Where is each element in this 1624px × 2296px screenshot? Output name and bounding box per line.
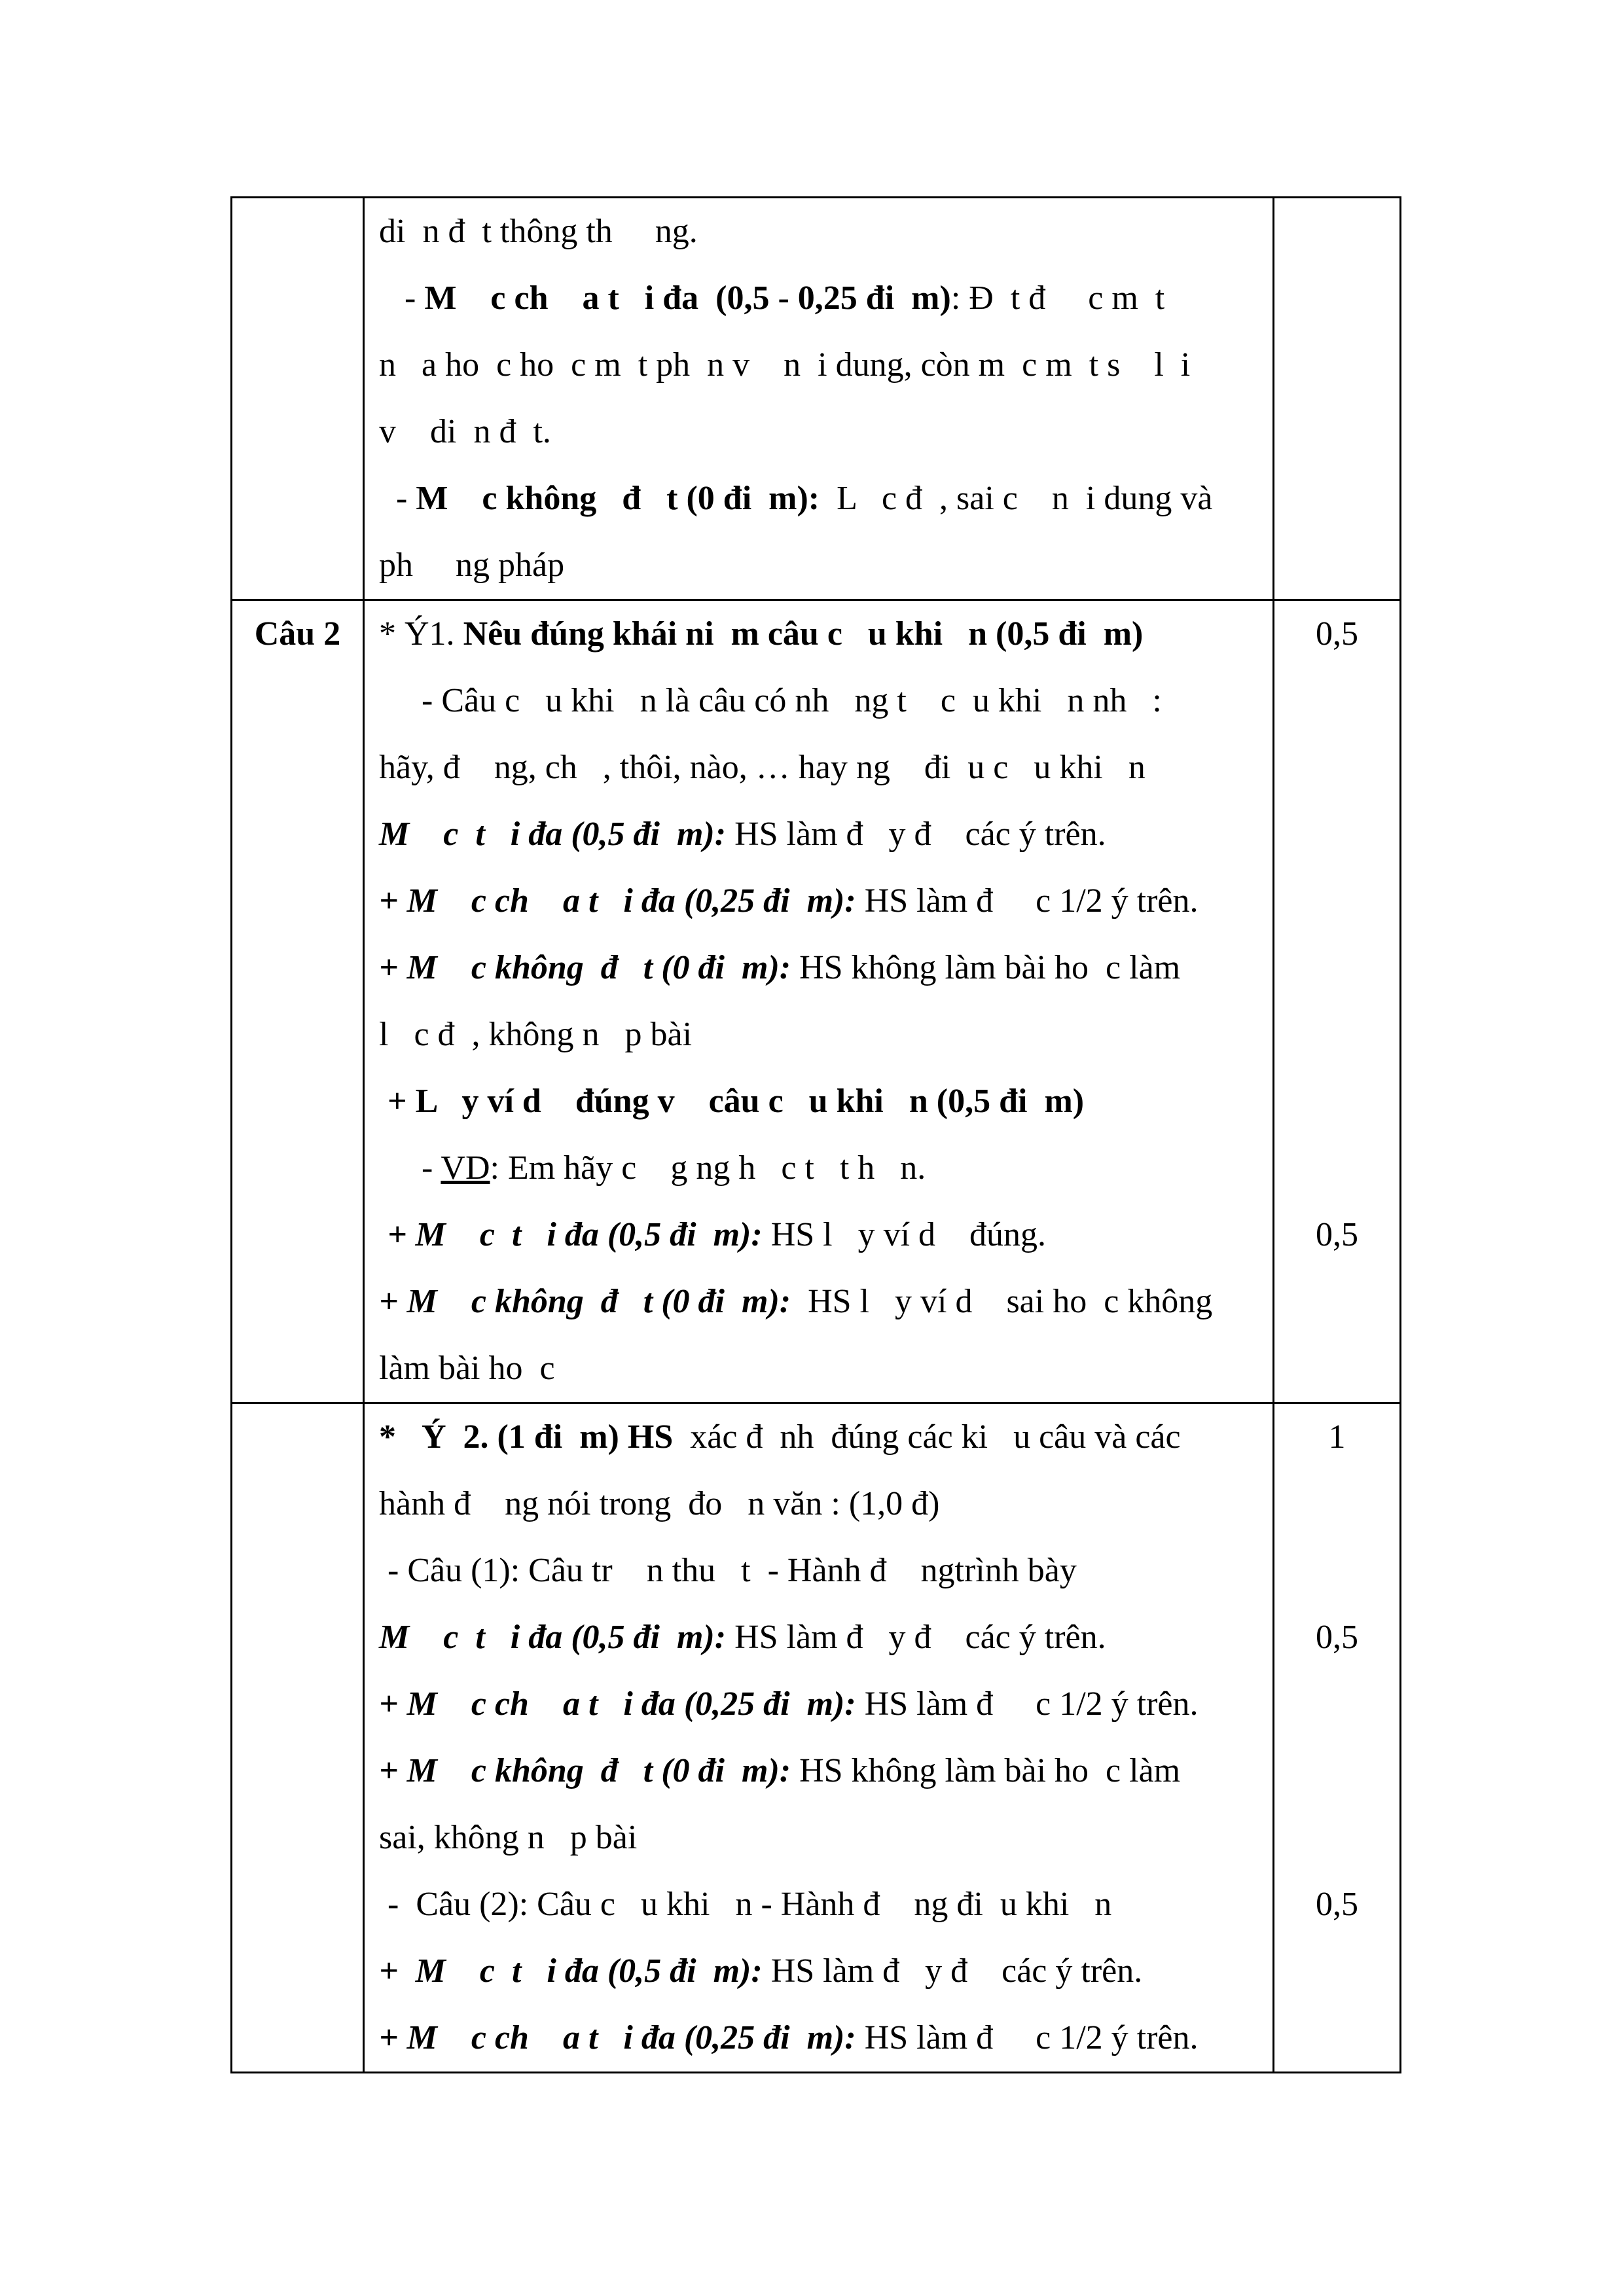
- question-label: [232, 198, 363, 265]
- answer-line: [379, 332, 1258, 399]
- text-segment: v di n đ t.: [379, 413, 551, 450]
- question-label-cell: [232, 600, 364, 1403]
- answer-line: [379, 198, 1258, 265]
- score-value: 0,5: [1316, 1886, 1358, 1923]
- score-spacer: [1274, 532, 1399, 599]
- criterion-label-wrap: [379, 1952, 763, 1990]
- text-segment: -: [379, 480, 416, 517]
- text-segment: ph ng pháp: [379, 547, 565, 584]
- score-value: 0,5: [1316, 1619, 1358, 1656]
- text-segment: HS l y ví d sai ho c không: [791, 1283, 1213, 1320]
- criterion-label: + M c t i đa (0,5 đi m):: [379, 1216, 763, 1253]
- text-segment: di n đ t thông th ng.: [379, 213, 698, 250]
- answer-content-cell: [364, 1403, 1274, 2073]
- score-spacer: [1274, 668, 1399, 734]
- criterion-label-wrap: [379, 1752, 791, 1789]
- criterion-label-wrap: [379, 1283, 791, 1320]
- text-segment: xác đ nh đúng các ki u câu và các: [673, 1418, 1181, 1456]
- answer-line: [379, 1335, 1258, 1402]
- bold-text: M c không đ t (0 đi m):: [416, 480, 820, 517]
- criterion-label: + M c không đ t (0 đi m):: [379, 1752, 791, 1789]
- score-spacer: [1274, 465, 1399, 532]
- text-segment: làm bài ho c: [379, 1350, 555, 1387]
- answer-line: [379, 1135, 1258, 1202]
- score-cell: [1274, 600, 1401, 1403]
- answer-content-cell: [364, 198, 1274, 600]
- answer-line: [379, 1804, 1258, 1871]
- text-segment: - Câu (2): Câu c u khi n - Hành đ ng đi u khi n: [379, 1886, 1112, 1923]
- answer-line: [379, 1202, 1258, 1268]
- text-segment: HS làm đ y đ các ý trên.: [726, 1619, 1106, 1656]
- answer-line: [379, 532, 1258, 599]
- criterion-label: M c t i đa (0,5 đi m):: [379, 816, 727, 853]
- answer-line: [379, 1268, 1258, 1335]
- question-label-cell: [232, 1403, 364, 2073]
- score-spacer: [1274, 2005, 1399, 2072]
- score-spacer: [1274, 1001, 1399, 1068]
- text-segment: l c đ , không n p bài: [379, 1016, 693, 1053]
- criterion-label-wrap: [379, 949, 791, 986]
- text-segment: - Câu c u khi n là câu có nh ng t c u khi n nh :: [379, 682, 1162, 719]
- criterion-label: + M c ch a t i đa (0,25 đi m):: [379, 1685, 856, 1723]
- score-spacer: [1274, 1537, 1399, 1604]
- bold-text: + L y ví d đúng v câu c u khi n (0,5 đi m): [379, 1083, 1085, 1120]
- answer-line: [379, 1871, 1258, 1938]
- answer-line: [379, 399, 1258, 465]
- text-segment: : Em hãy c g ng h c t t h n.: [490, 1149, 926, 1187]
- text-segment: HS l y ví d đúng.: [762, 1216, 1047, 1253]
- bold-text: M c ch a t i đa (0,5 - 0,25 đi m): [424, 279, 951, 317]
- text-segment: HS làm đ c 1/2 ý trên.: [856, 1685, 1199, 1723]
- underlined-text: VD: [441, 1149, 490, 1187]
- bold-text: Nêu đúng khái ni m câu c u khi n (0,5 đi m): [463, 615, 1144, 653]
- criterion-label-wrap: [379, 816, 726, 853]
- text-segment: hành đ ng nói trong đo n văn : (1,0 đ): [379, 1485, 940, 1522]
- table-row: [232, 198, 1401, 600]
- score-value: 1: [1328, 1418, 1346, 1456]
- score-spacer: [1274, 265, 1399, 332]
- text-segment: HS làm đ y đ các ý trên.: [762, 1952, 1143, 1990]
- text-segment: L c đ , sai c n i dung và: [820, 480, 1213, 517]
- score-spacer: [1274, 1135, 1399, 1202]
- score-spacer: [1274, 868, 1399, 935]
- text-segment: : Đ t đ c m t: [950, 279, 1165, 317]
- answer-line: [379, 1001, 1258, 1068]
- answer-line: [379, 868, 1258, 935]
- answer-line: [379, 2005, 1258, 2072]
- answer-line: [379, 668, 1258, 734]
- score-value: 0,5: [1316, 615, 1358, 653]
- answer-line: [379, 1471, 1258, 1537]
- answer-line: [379, 734, 1258, 801]
- criterion-label: + M c t i đa (0,5 đi m):: [379, 1952, 763, 1990]
- score-spacer: [1274, 332, 1399, 399]
- text-segment: sai, không n p bài: [379, 1819, 638, 1856]
- score-spacer: [1274, 801, 1399, 868]
- criterion-label: + M c ch a t i đa (0,25 đi m):: [379, 2019, 856, 2056]
- criterion-label-wrap: [379, 882, 856, 920]
- score-spacer: [1274, 1738, 1399, 1804]
- text-segment: - Câu (1): Câu tr n thu t - Hành đ ngtrình bày: [379, 1552, 1077, 1589]
- criterion-label-wrap: [379, 1619, 726, 1656]
- score-value: 0,5: [1316, 1216, 1358, 1253]
- text-segment: HS làm đ c 1/2 ý trên.: [856, 882, 1199, 920]
- answer-line: [379, 1938, 1258, 2005]
- text-segment: hãy, đ ng, ch , thôi, nào, … hay ng đi u c u khi n: [379, 749, 1146, 786]
- score-cell: [1274, 198, 1401, 600]
- criterion-label-wrap: [379, 2019, 856, 2056]
- score-spacer: [1274, 1068, 1399, 1135]
- text-segment: n a ho c ho c m t ph n v n i dung, còn m c m t s l i: [379, 346, 1191, 384]
- score-cell: [1274, 1403, 1401, 2073]
- text-segment: -: [379, 279, 425, 317]
- score-spacer: [1274, 935, 1399, 1001]
- text-segment: -: [379, 1149, 441, 1187]
- answer-line: [379, 1068, 1258, 1135]
- score-spacer: [1274, 198, 1399, 265]
- text-segment: HS không làm bài ho c làm: [791, 1752, 1181, 1789]
- answer-line: [379, 1671, 1258, 1738]
- answer-line: [379, 1604, 1258, 1671]
- text-segment: * Ý1.: [379, 615, 463, 653]
- answer-line: [379, 601, 1258, 668]
- score-spacer: [1274, 734, 1399, 801]
- text-segment: HS làm đ y đ các ý trên.: [726, 816, 1106, 853]
- criterion-label: M c t i đa (0,5 đi m):: [379, 1619, 727, 1656]
- answer-content-cell: [364, 600, 1274, 1403]
- score-spacer: [1274, 1471, 1399, 1537]
- answer-line: [379, 935, 1258, 1001]
- score-spacer: [1274, 1268, 1399, 1335]
- grading-table: [230, 196, 1401, 2073]
- question-label: [232, 1404, 363, 1471]
- criterion-label: + M c ch a t i đa (0,25 đi m):: [379, 882, 856, 920]
- answer-line: [379, 265, 1258, 332]
- score-spacer: [1274, 1938, 1399, 2005]
- criterion-label-wrap: [379, 1685, 856, 1723]
- answer-line: [379, 1404, 1258, 1471]
- score-spacer: [1274, 1671, 1399, 1738]
- answer-line: [379, 1738, 1258, 1804]
- question-label-cell: [232, 198, 364, 600]
- question-label: Câu 2: [254, 615, 341, 653]
- score-spacer: [1274, 399, 1399, 465]
- criterion-label: + M c không đ t (0 đi m):: [379, 949, 791, 986]
- text-segment: HS làm đ c 1/2 ý trên.: [856, 2019, 1199, 2056]
- score-spacer: [1274, 1335, 1399, 1402]
- criterion-label: + M c không đ t (0 đi m):: [379, 1283, 791, 1320]
- score-spacer: [1274, 1804, 1399, 1871]
- bold-text: * Ý 2. (1 đi m) HS: [379, 1418, 674, 1456]
- table-row: [232, 600, 1401, 1403]
- answer-line: [379, 801, 1258, 868]
- grading-table-body: [232, 198, 1401, 2073]
- criterion-label-wrap: [379, 1216, 763, 1253]
- text-segment: HS không làm bài ho c làm: [791, 949, 1181, 986]
- answer-line: [379, 1537, 1258, 1604]
- answer-line: [379, 465, 1258, 532]
- table-row: [232, 1403, 1401, 2073]
